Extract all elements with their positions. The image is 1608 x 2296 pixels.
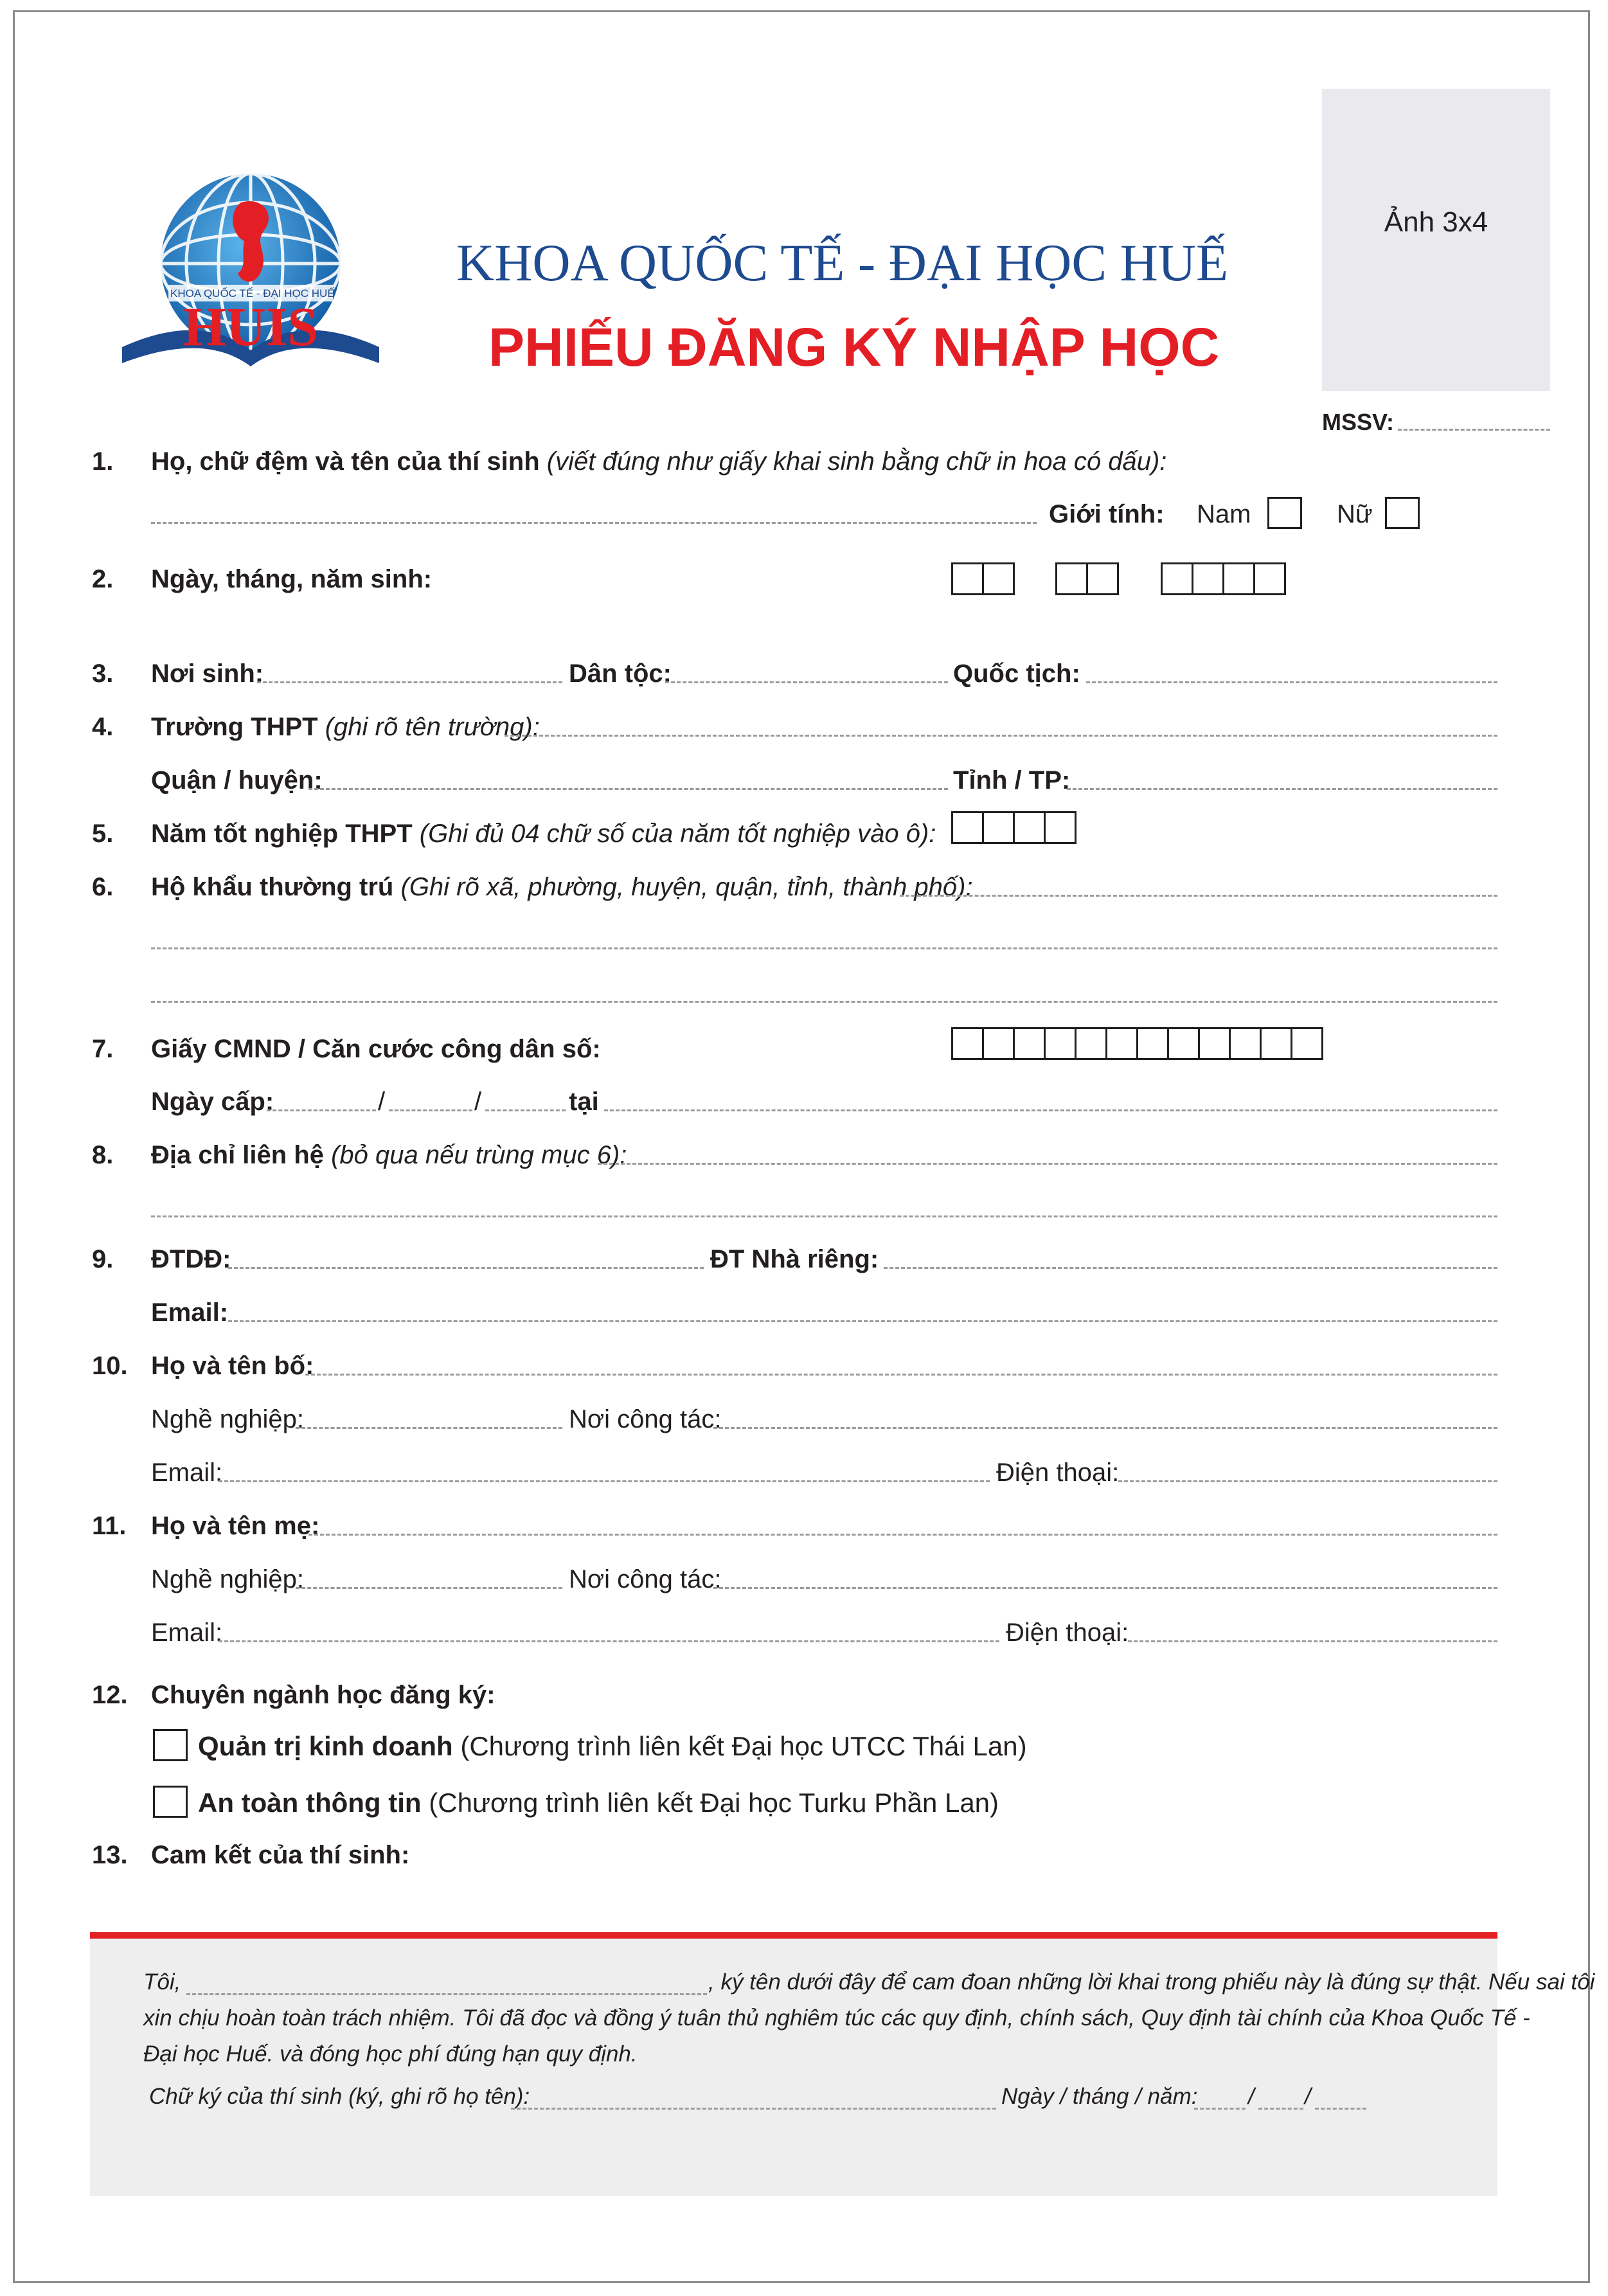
major-security-desc: (Chương trình liên kết Đại học Turku Phần Lan) (429, 1788, 999, 1818)
full-name-field[interactable] (151, 522, 1037, 524)
residence-label (151, 872, 973, 902)
birthplace-label: Nơi sinh: (151, 659, 264, 688)
major-security-checkbox[interactable] (153, 1786, 188, 1818)
issue-place-label: tại (569, 1088, 599, 1116)
digit-box[interactable] (1229, 1027, 1262, 1060)
contact-field[interactable] (598, 1163, 1497, 1165)
father-workplace-label: Nơi công tác: (569, 1405, 722, 1433)
contact-label (151, 1140, 627, 1170)
pledge-day-field[interactable] (1194, 2108, 1246, 2110)
issue-place-field[interactable] (604, 1109, 1497, 1111)
district-field[interactable] (308, 788, 948, 790)
residence-field-line2[interactable] (151, 947, 1497, 949)
father-name-field[interactable] (305, 1374, 1497, 1376)
mother-email-label: Email: (151, 1619, 223, 1647)
home-phone-label: ĐT Nhà riêng: (710, 1245, 879, 1273)
school-label (151, 712, 540, 742)
item-number: 3. (92, 659, 114, 688)
huis-logo (109, 170, 392, 376)
mobile-field[interactable] (228, 1267, 704, 1269)
digit-box[interactable] (1044, 811, 1076, 844)
major-business-desc: (Chương trình liên kết Đại học UTCC Thái Lan) (460, 1731, 1027, 1761)
digit-box[interactable] (1086, 562, 1119, 595)
gender-label: Giới tính: (1049, 500, 1165, 528)
father-workplace-field[interactable] (713, 1427, 1497, 1429)
item-number: 2. (92, 565, 114, 593)
pledge-line2: xin chịu hoàn toàn trách nhiệm. Tôi đã đọc và đồng ý tuân thủ nghiêm túc các quy định, chính sách, Quy định tài chính của Khoa Quốc Tế - (143, 2005, 1530, 2031)
mother-name-label: Họ và tên mẹ: (151, 1512, 320, 1540)
signature-field[interactable] (511, 2108, 996, 2110)
photo-placeholder[interactable] (1322, 89, 1550, 391)
mother-occupation-label: Nghề nghiệp: (151, 1565, 304, 1593)
mother-workplace-field[interactable] (713, 1587, 1497, 1589)
mother-email-field[interactable] (219, 1640, 999, 1642)
item-number: 12. (92, 1681, 128, 1709)
digit-box[interactable] (1260, 1027, 1292, 1060)
digit-box[interactable] (1222, 562, 1255, 595)
dob-month-boxes[interactable] (1055, 562, 1117, 595)
grad-year-boxes[interactable] (951, 811, 1075, 844)
signature-label: Chữ ký của thí sinh (ký, ghi rõ họ tên): (149, 2084, 530, 2109)
school-label-text: Trường THPT (151, 713, 318, 741)
gender-female-label: Nữ (1337, 500, 1373, 528)
father-occupation-label: Nghề nghiệp: (151, 1405, 304, 1433)
pledge-name-field[interactable] (186, 1993, 707, 1995)
logo-text: HUIS (183, 296, 319, 357)
id-number-boxes[interactable] (951, 1027, 1321, 1060)
digit-box[interactable] (951, 1027, 984, 1060)
full-name-hint: (viết đúng như giấy khai sinh bằng chữ in hoa có dấu): (546, 447, 1167, 476)
birthplace-field[interactable] (257, 681, 562, 683)
item-number: 8. (92, 1141, 114, 1169)
contact-label-text: Địa chỉ liên hệ (151, 1141, 324, 1169)
digit-box[interactable] (1198, 1027, 1231, 1060)
digit-box[interactable] (982, 811, 1015, 844)
grad-year-hint: (Ghi đủ 04 chữ số của năm tốt nghiệp vào ô): (419, 820, 936, 848)
pledge-month-field[interactable] (1258, 2108, 1303, 2110)
mobile-label: ĐTDĐ: (151, 1245, 231, 1273)
pledge-box (90, 1939, 1595, 2196)
grad-year-label (151, 818, 936, 849)
digit-box[interactable] (951, 562, 984, 595)
ethnicity-field[interactable] (665, 681, 948, 683)
mssv-field[interactable] (1398, 429, 1550, 431)
id-label: Giấy CMND / Căn cước công dân số: (151, 1035, 601, 1063)
major-business-option (198, 1731, 1027, 1762)
father-email-label: Email: (151, 1458, 223, 1487)
home-phone-field[interactable] (884, 1267, 1497, 1269)
mother-phone-label: Điện thoại: (1006, 1619, 1129, 1647)
major-security-option (198, 1788, 999, 1818)
item-number: 13. (92, 1841, 128, 1869)
gender-male-label: Nam (1197, 500, 1251, 528)
pledge-date-label: Ngày / tháng / năm: (1001, 2084, 1198, 2109)
digit-box[interactable] (1167, 1027, 1200, 1060)
nationality-field[interactable] (1086, 681, 1497, 683)
grad-year-label-text: Năm tốt nghiệp THPT (151, 820, 413, 848)
major-label: Chuyên ngành học đăng ký: (151, 1681, 496, 1709)
digit-box[interactable] (951, 811, 984, 844)
contact-hint: (bỏ qua nếu trùng mục 6): (331, 1141, 627, 1169)
father-phone-label: Điện thoại: (996, 1458, 1120, 1487)
pledge-year-field[interactable] (1315, 2108, 1366, 2110)
residence-field[interactable] (900, 895, 1497, 897)
digit-box[interactable] (1044, 1027, 1076, 1060)
dob-year-boxes[interactable] (1161, 562, 1284, 595)
issue-month-field[interactable] (389, 1109, 472, 1111)
full-name-label-text: Họ, chữ đệm và tên của thí sinh (151, 447, 540, 476)
nationality-label: Quốc tịch: (953, 659, 1080, 688)
institution-title: KHOA QUỐC TẾ - ĐẠI HỌC HUẾ (456, 233, 1229, 292)
digit-box[interactable] (1192, 562, 1224, 595)
pledge-line1: , ký tên dưới đây để cam đoan những lời khai trong phiếu này là đúng sự thật. Nếu sai tôi (708, 1969, 1595, 1995)
logo-subtext: KHOA QUỐC TẾ - ĐẠI HỌC HUẾ (170, 287, 335, 300)
gender-female-checkbox[interactable] (1385, 497, 1420, 529)
ethnicity-label: Dân tộc: (569, 659, 672, 688)
mssv-label: MSSV: (1322, 409, 1395, 435)
item-number: 10. (92, 1352, 128, 1380)
contact-field-line2[interactable] (151, 1215, 1497, 1217)
dob-label: Ngày, tháng, năm sinh: (151, 565, 433, 593)
major-business-name: Quản trị kinh doanh (198, 1731, 453, 1761)
school-hint: (ghi rõ tên trường): (325, 713, 540, 741)
digit-box[interactable] (1013, 1027, 1046, 1060)
item-number: 9. (92, 1245, 114, 1273)
item-number: 5. (92, 820, 114, 848)
father-phone-field[interactable] (1118, 1480, 1497, 1482)
residence-hint: (Ghi rõ xã, phường, huyện, quận, tỉnh, thành phố): (400, 873, 973, 901)
mother-workplace-label: Nơi công tác: (569, 1565, 722, 1593)
digit-box[interactable] (982, 562, 1015, 595)
pledge-line3: Đại học Huế. và đóng học phí đúng hạn quy định. (143, 2041, 638, 2067)
date-separator: / (474, 1088, 482, 1116)
commitment-label: Cam kết của thí sinh: (151, 1841, 410, 1869)
issue-year-field[interactable] (485, 1109, 566, 1111)
digit-box[interactable] (1161, 562, 1193, 595)
digit-box[interactable] (1291, 1027, 1323, 1060)
digit-box[interactable] (1253, 562, 1286, 595)
dob-day-boxes[interactable] (951, 562, 1013, 595)
item-number: 1. (92, 447, 114, 476)
mother-phone-field[interactable] (1128, 1640, 1497, 1642)
school-field[interactable] (505, 735, 1497, 737)
item-number: 4. (92, 713, 114, 741)
mother-name-field[interactable] (308, 1534, 1497, 1536)
residence-label-text: Hộ khẩu thường trú (151, 873, 394, 901)
province-label: Tỉnh / TP: (953, 766, 1071, 794)
mother-occupation-field[interactable] (296, 1587, 562, 1589)
digit-box[interactable] (1105, 1027, 1138, 1060)
photo-label: Ảnh 3x4 (1384, 206, 1488, 238)
digit-box[interactable] (1013, 811, 1046, 844)
divider-red (90, 1932, 1497, 1939)
province-field[interactable] (1067, 788, 1497, 790)
father-name-label: Họ và tên bố: (151, 1352, 314, 1380)
form-title: PHIẾU ĐĂNG KÝ NHẬP HỌC (488, 317, 1220, 377)
item-number: 11. (92, 1512, 127, 1540)
father-email-field[interactable] (219, 1480, 990, 1482)
pledge-prefix: Tôi, (143, 1969, 181, 1995)
pledge-date-separator: / (1305, 2084, 1311, 2109)
gender-male-checkbox[interactable] (1267, 497, 1302, 529)
pledge-date-separator: / (1248, 2084, 1255, 2109)
digit-box[interactable] (1055, 562, 1088, 595)
major-security-name: An toàn thông tin (198, 1788, 422, 1818)
major-business-checkbox[interactable] (153, 1729, 188, 1761)
digit-box[interactable] (1075, 1027, 1107, 1060)
digit-box[interactable] (1136, 1027, 1169, 1060)
issue-date-label: Ngày cấp: (151, 1088, 274, 1116)
residence-field-line3[interactable] (151, 1001, 1497, 1003)
district-label: Quận / huyện: (151, 766, 323, 794)
digit-box[interactable] (982, 1027, 1015, 1060)
issue-day-field[interactable] (267, 1109, 376, 1111)
email-field[interactable] (228, 1320, 1497, 1322)
email-label: Email: (151, 1298, 229, 1327)
date-separator: / (378, 1088, 386, 1116)
item-number: 7. (92, 1035, 114, 1063)
father-occupation-field[interactable] (296, 1427, 562, 1429)
full-name-label (151, 446, 1166, 477)
item-number: 6. (92, 873, 114, 901)
